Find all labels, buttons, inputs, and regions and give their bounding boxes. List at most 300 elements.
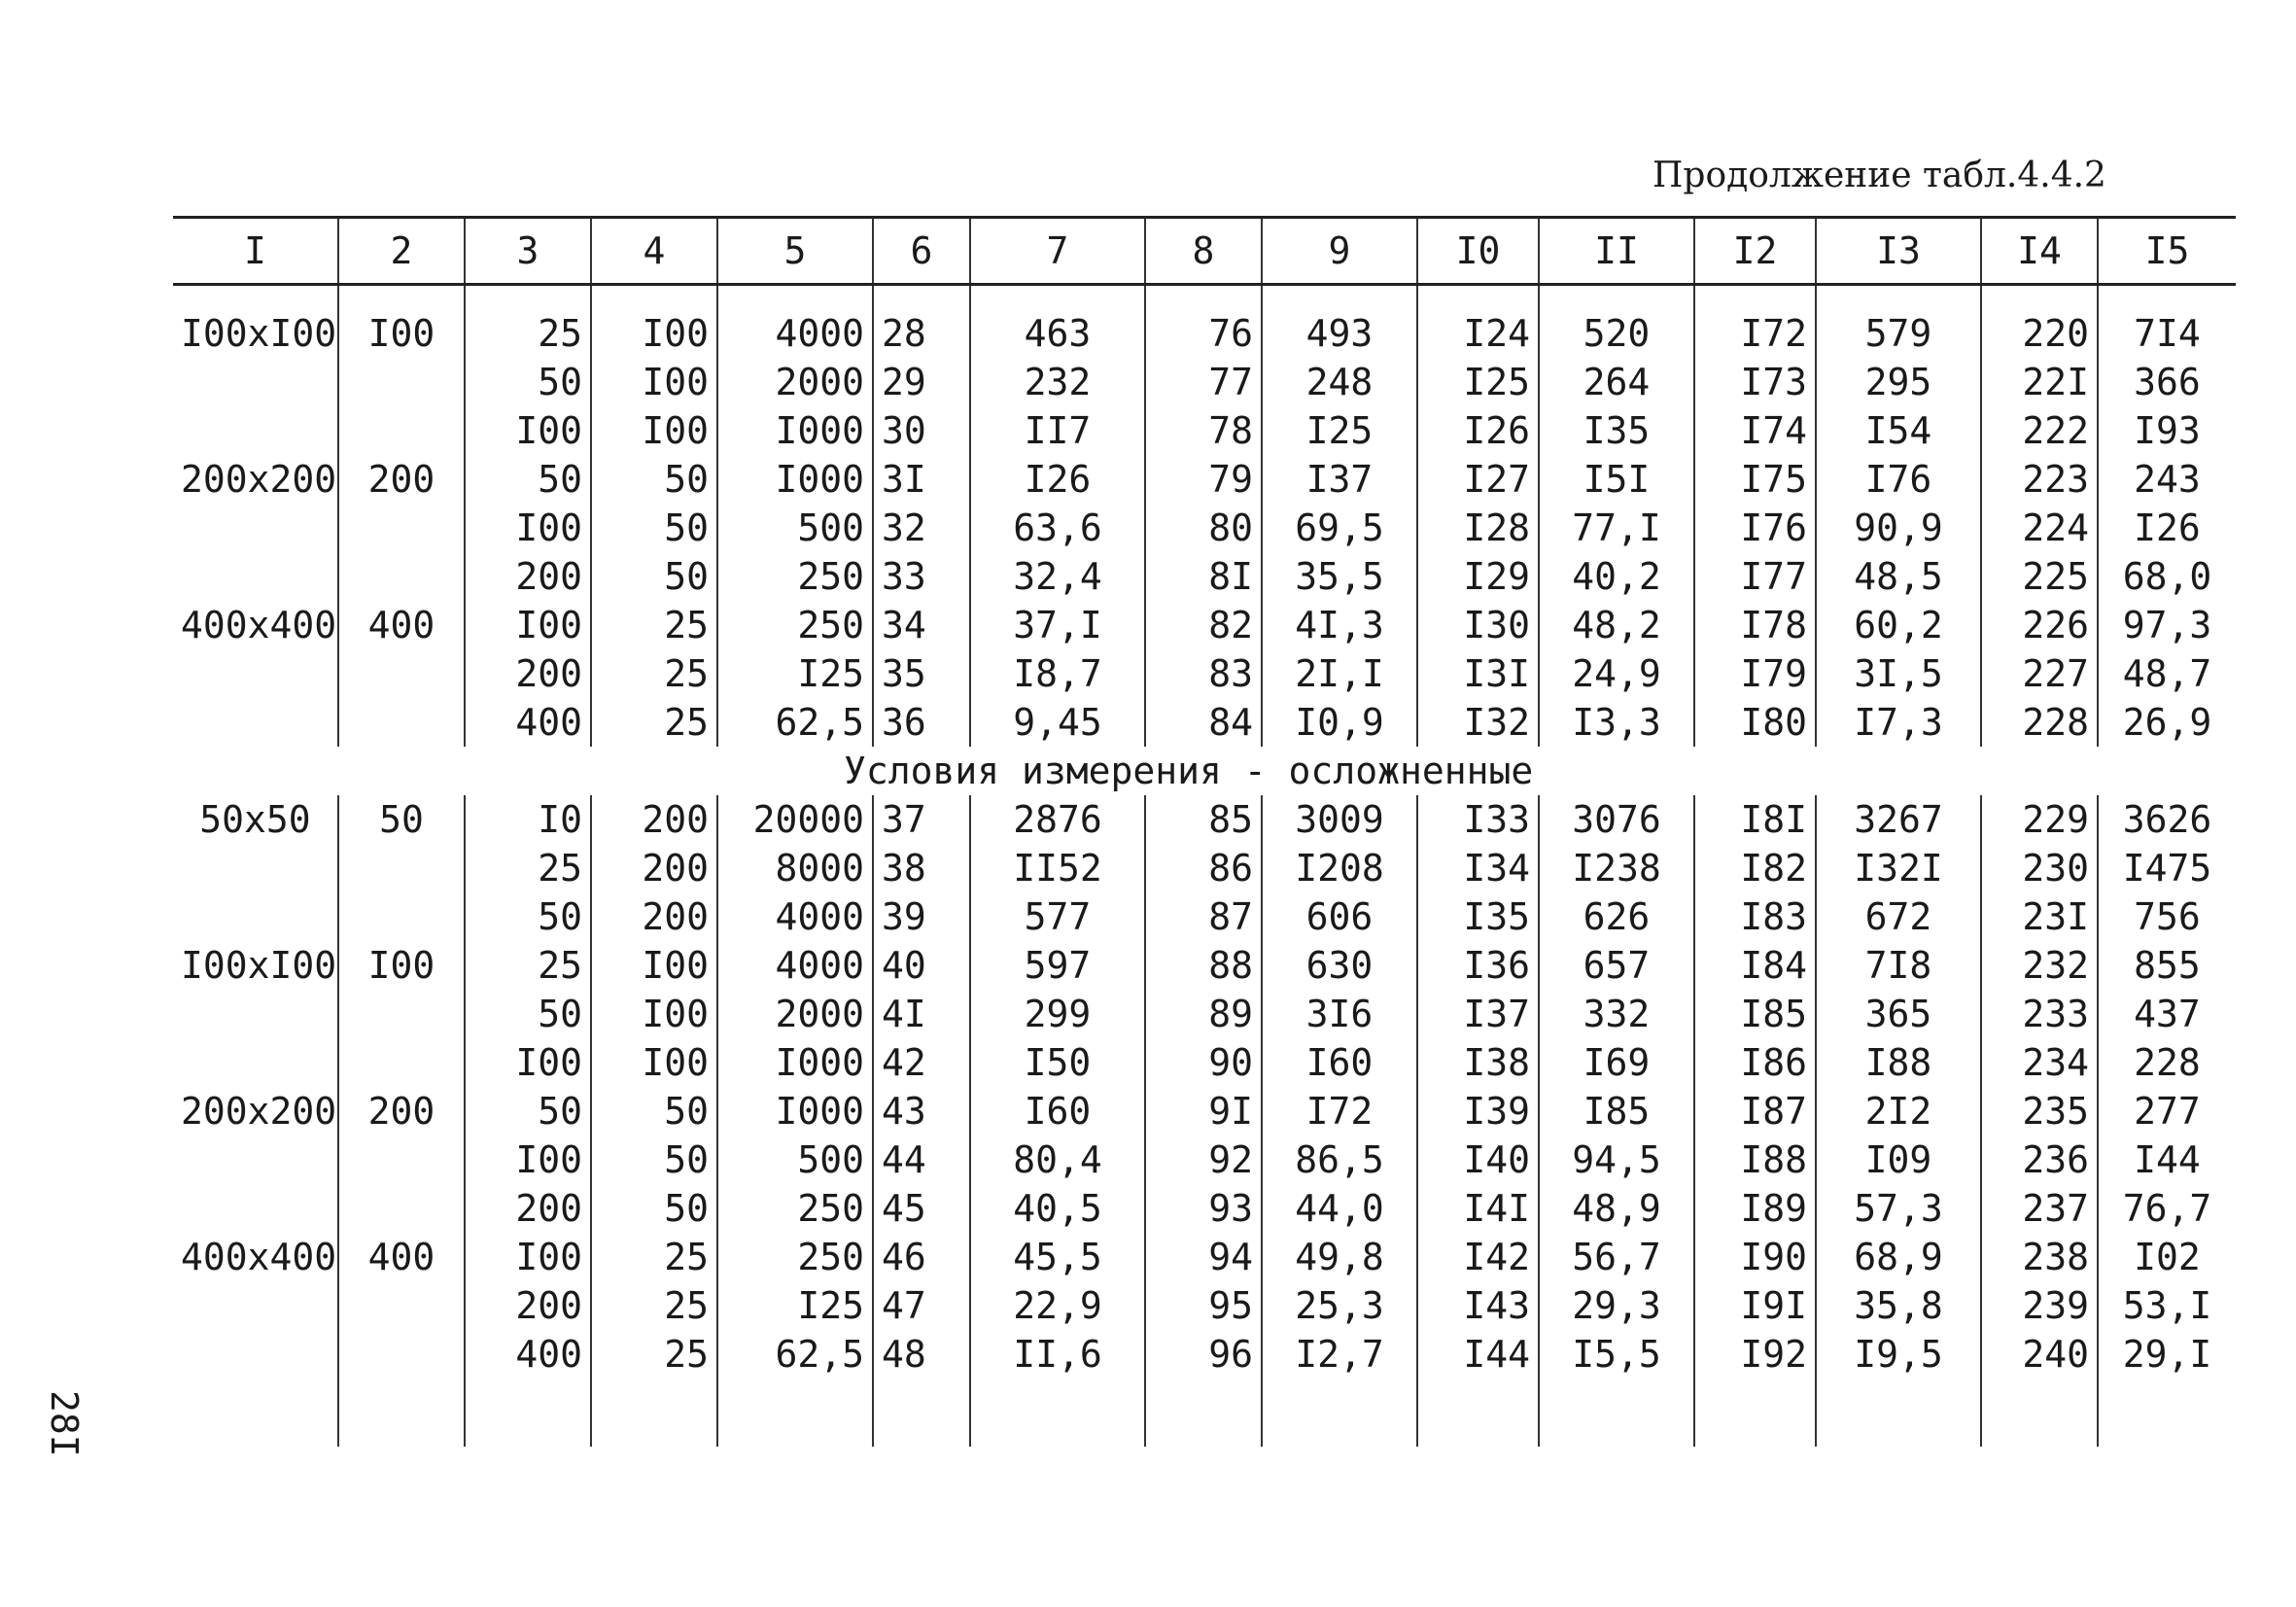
table-cell: 46 xyxy=(873,1233,970,1281)
table-cell: 756 xyxy=(2134,895,2201,938)
table-cell: I00 xyxy=(465,1233,591,1281)
table-cell: I34 xyxy=(1417,844,1539,892)
table-cell: 63,6 xyxy=(970,504,1145,552)
table-cell: 238 xyxy=(1981,1233,2098,1281)
table-cell: 233 xyxy=(1981,990,2098,1038)
table-cell: 606 xyxy=(1262,892,1417,941)
table-cell xyxy=(338,698,465,747)
table-cell: 250 xyxy=(717,601,873,649)
table-cell: I92 xyxy=(1694,1330,1816,1379)
table-cell: I43 xyxy=(1417,1281,1539,1330)
table-cell: I87 xyxy=(1694,1087,1816,1135)
table-cell: 228 xyxy=(1981,698,2098,747)
table-cell: 77 xyxy=(1145,358,1262,406)
section-title: Условия измерения - осложненные xyxy=(844,750,1534,792)
table-cell: I36 xyxy=(1417,941,1539,990)
table-row xyxy=(173,1281,2236,1330)
table-cell: 86,5 xyxy=(1262,1135,1417,1184)
table-cell: I35 xyxy=(1417,892,1539,941)
table-cell: 227 xyxy=(1981,649,2098,698)
table-cell: 47 xyxy=(873,1281,970,1330)
table-cell: 3626 xyxy=(2122,798,2212,841)
table-cell: I88 xyxy=(1694,1135,1816,1184)
table-cell: I0,9 xyxy=(1262,698,1417,747)
table-cell: 577 xyxy=(970,892,1145,941)
table-cell: 60,2 xyxy=(1816,601,1981,649)
table-cell: 579 xyxy=(1816,285,1981,359)
table-cell: 3076 xyxy=(1539,795,1694,844)
table-cell: I42 xyxy=(1417,1233,1539,1281)
table-cell: I29 xyxy=(1417,552,1539,601)
table-cell: I84 xyxy=(1694,941,1816,990)
table-cell: I38 xyxy=(1417,1038,1539,1087)
table-cell: 200 xyxy=(465,649,591,698)
table-row xyxy=(173,990,2236,1038)
table-cell: II,6 xyxy=(970,1330,1145,1379)
table-cell: I50 xyxy=(970,1038,1145,1087)
table-cell xyxy=(173,1281,338,1330)
table-cell: 222 xyxy=(1981,406,2098,455)
column-header: I5 xyxy=(2098,218,2236,285)
table-row xyxy=(173,504,2236,552)
table-cell: 4I xyxy=(873,990,970,1038)
table-cell xyxy=(173,1379,338,1447)
table-cell: 29 xyxy=(873,358,970,406)
table-cell: 69,5 xyxy=(1262,504,1417,552)
table-cell xyxy=(1694,1379,1816,1447)
table-cell: 44 xyxy=(873,1135,970,1184)
table-row xyxy=(173,649,2236,698)
table-cell: 22,9 xyxy=(970,1281,1145,1330)
table-cell: 85 xyxy=(1145,795,1262,844)
table-cell: I90 xyxy=(1694,1233,1816,1281)
table-cell: I39 xyxy=(1417,1087,1539,1135)
table-cell: 83 xyxy=(1145,649,1262,698)
table-cell: I25 xyxy=(717,649,873,698)
table-cell: I88 xyxy=(1816,1038,1981,1087)
table-cell: I09 xyxy=(1816,1135,1981,1184)
table-cell: I26 xyxy=(2134,507,2201,549)
table-cell: 82 xyxy=(1145,601,1262,649)
table-cell: 243 xyxy=(2134,458,2201,501)
table-cell: 2000 xyxy=(717,990,873,1038)
table-cell: 220 xyxy=(1981,285,2098,359)
table-cell: 26,9 xyxy=(2122,701,2212,744)
column-header: 4 xyxy=(591,218,717,285)
table-cell: I00 xyxy=(465,406,591,455)
table-cell: 45 xyxy=(873,1184,970,1233)
table-cell: 226 xyxy=(1981,601,2098,649)
table-cell: 200 xyxy=(338,455,465,504)
table-cell: 86 xyxy=(1145,844,1262,892)
table-cell: 62,5 xyxy=(717,698,873,747)
table-cell: 250 xyxy=(717,552,873,601)
table-cell: 4I,3 xyxy=(1262,601,1417,649)
table-cell: I00 xyxy=(591,358,717,406)
table-cell xyxy=(173,1038,338,1087)
table-cell: 25 xyxy=(465,285,591,359)
table-cell: 77,I xyxy=(1539,504,1694,552)
table-cell: I00xI00 xyxy=(173,941,338,990)
table-cell: 50 xyxy=(591,504,717,552)
table-cell: 36 xyxy=(873,698,970,747)
table-cell: 365 xyxy=(1816,990,1981,1038)
table-cell: 500 xyxy=(717,504,873,552)
table-row xyxy=(173,892,2236,941)
table-row xyxy=(173,1087,2236,1135)
table-cell: 40,2 xyxy=(1539,552,1694,601)
table-row xyxy=(173,1135,2236,1184)
table-cell: I00 xyxy=(465,504,591,552)
table-cell: 48,5 xyxy=(1816,552,1981,601)
table-cell: 38 xyxy=(873,844,970,892)
column-header: I xyxy=(173,218,338,285)
table-cell: 295 xyxy=(1816,358,1981,406)
table-cell xyxy=(173,892,338,941)
table-row xyxy=(173,406,2236,455)
table-cell xyxy=(338,358,465,406)
table-cell xyxy=(338,1038,465,1087)
column-header: 8 xyxy=(1145,218,1262,285)
table-cell: I000 xyxy=(717,455,873,504)
table-cell: 855 xyxy=(2134,944,2201,987)
table-cell: 230 xyxy=(1981,844,2098,892)
table-cell: 400 xyxy=(338,1233,465,1281)
table-cell: II7 xyxy=(970,406,1145,455)
table-cell: 92 xyxy=(1145,1135,1262,1184)
table-cell xyxy=(173,1184,338,1233)
table-cell: I2,7 xyxy=(1262,1330,1417,1379)
table-cell: 76 xyxy=(1145,285,1262,359)
table-cell xyxy=(970,1379,1145,1447)
table-cell: I78 xyxy=(1694,601,1816,649)
table-cell: 53,I xyxy=(2122,1284,2212,1327)
table-cell: 7I8 xyxy=(1816,941,1981,990)
table-cell: 62,5 xyxy=(717,1330,873,1379)
table-cell: I32I xyxy=(1816,844,1981,892)
table-cell: 94,5 xyxy=(1539,1135,1694,1184)
table-cell: I3,3 xyxy=(1539,698,1694,747)
table-row xyxy=(173,1233,2236,1281)
table-cell: 234 xyxy=(1981,1038,2098,1087)
table-cell: I76 xyxy=(1694,504,1816,552)
table-cell xyxy=(338,1281,465,1330)
table-cell: 45,5 xyxy=(970,1233,1145,1281)
table-cell: 50 xyxy=(591,455,717,504)
table-cell: 50 xyxy=(591,1184,717,1233)
table-cell: 400x400 xyxy=(173,601,338,649)
table-cell: 40 xyxy=(873,941,970,990)
table-cell: I25 xyxy=(1262,406,1417,455)
table-cell: 672 xyxy=(1816,892,1981,941)
table-cell: 237 xyxy=(1981,1184,2098,1233)
table-cell: I000 xyxy=(717,1087,873,1135)
table-cell: 35 xyxy=(873,649,970,698)
table-cell xyxy=(173,358,338,406)
table-cell xyxy=(173,698,338,747)
table-cell: 3I,5 xyxy=(1816,649,1981,698)
table-cell: 250 xyxy=(717,1233,873,1281)
table-cell: 3009 xyxy=(1262,795,1417,844)
table-section-divider xyxy=(173,747,2236,795)
table-cell: 40,5 xyxy=(970,1184,1145,1233)
column-header: 7 xyxy=(970,218,1145,285)
table-cell: 2000 xyxy=(717,358,873,406)
table-cell: 96 xyxy=(1145,1330,1262,1379)
table-cell: 9,45 xyxy=(970,698,1145,747)
column-header: 2 xyxy=(338,218,465,285)
table-cell: 25,3 xyxy=(1262,1281,1417,1330)
table-cell: I77 xyxy=(1694,552,1816,601)
table-cell: I40 xyxy=(1417,1135,1539,1184)
table-cell: 25 xyxy=(591,1233,717,1281)
table-row xyxy=(173,698,2236,747)
table-cell: I76 xyxy=(1816,455,1981,504)
table-cell: 248 xyxy=(1262,358,1417,406)
table-cell: I00 xyxy=(465,1038,591,1087)
table-cell: I85 xyxy=(1539,1087,1694,1135)
table-cell xyxy=(1981,1379,2098,1447)
table-cell: I24 xyxy=(1417,285,1539,359)
table-cell: 400 xyxy=(338,601,465,649)
table-cell: 630 xyxy=(1262,941,1417,990)
table-cell: I00 xyxy=(465,1135,591,1184)
table-cell: 597 xyxy=(970,941,1145,990)
table-cell: 79 xyxy=(1145,455,1262,504)
table-row xyxy=(173,358,2236,406)
table-cell: 33 xyxy=(873,552,970,601)
header-row xyxy=(173,218,2236,285)
table-cell: I26 xyxy=(970,455,1145,504)
table-cell: I74 xyxy=(1694,406,1816,455)
page-number: 28I xyxy=(43,1390,86,1457)
table-cell: 48 xyxy=(873,1330,970,1379)
table-cell: I8,7 xyxy=(970,649,1145,698)
table-cell: 25 xyxy=(465,941,591,990)
table-cell xyxy=(338,1184,465,1233)
table-cell xyxy=(173,1135,338,1184)
table-cell: I80 xyxy=(1694,698,1816,747)
table-cell: 200x200 xyxy=(173,455,338,504)
table-cell xyxy=(1816,1379,1981,1447)
table-cell: 400 xyxy=(465,698,591,747)
table-cell: I9I xyxy=(1694,1281,1816,1330)
table-cell: 4000 xyxy=(717,941,873,990)
table-cell: I3I xyxy=(1417,649,1539,698)
table-cell xyxy=(465,1379,591,1447)
table-cell: 657 xyxy=(1539,941,1694,990)
table-cell: I85 xyxy=(1694,990,1816,1038)
table-cell xyxy=(338,1330,465,1379)
table-cell: 68,9 xyxy=(1816,1233,1981,1281)
table-cell: I35 xyxy=(1539,406,1694,455)
table-cell xyxy=(338,844,465,892)
table-cell: 29,3 xyxy=(1539,1281,1694,1330)
table-cell: I89 xyxy=(1694,1184,1816,1233)
table-cell: 90,9 xyxy=(1816,504,1981,552)
table-cell: I238 xyxy=(1539,844,1694,892)
table-cell: 229 xyxy=(1981,795,2098,844)
column-header: 5 xyxy=(717,218,873,285)
table-cell: 200 xyxy=(591,844,717,892)
table-cell xyxy=(173,990,338,1038)
table-row xyxy=(173,941,2236,990)
table-cell: I37 xyxy=(1262,455,1417,504)
table-cell: 50 xyxy=(338,795,465,844)
table-cell: I86 xyxy=(1694,1038,1816,1087)
table-cell: 232 xyxy=(1981,941,2098,990)
table-cell: 3I xyxy=(873,455,970,504)
table-cell: I00 xyxy=(591,1038,717,1087)
table-cell: I83 xyxy=(1694,892,1816,941)
table-cell: 32 xyxy=(873,504,970,552)
table-cell: 50 xyxy=(465,892,591,941)
table-cell xyxy=(591,1379,717,1447)
table-cell: II52 xyxy=(970,844,1145,892)
table-cell: I33 xyxy=(1417,795,1539,844)
table-cell: I27 xyxy=(1417,455,1539,504)
table-cell: I82 xyxy=(1694,844,1816,892)
table-cell xyxy=(338,892,465,941)
table-cell: 25 xyxy=(591,1281,717,1330)
table-cell xyxy=(338,406,465,455)
table-cell: I0 xyxy=(465,795,591,844)
table-cell: 463 xyxy=(970,285,1145,359)
table-cell: 50 xyxy=(591,552,717,601)
table-cell: 94 xyxy=(1145,1233,1262,1281)
table-cell: 78 xyxy=(1145,406,1262,455)
table-cell xyxy=(338,1135,465,1184)
table-cell: 8000 xyxy=(717,844,873,892)
table-row xyxy=(173,795,2236,844)
table-row xyxy=(173,844,2236,892)
table-cell: I000 xyxy=(717,406,873,455)
table-cell xyxy=(338,1379,465,1447)
table-cell: I73 xyxy=(1694,358,1816,406)
table-cell: I7,3 xyxy=(1816,698,1981,747)
table-cell: 90 xyxy=(1145,1038,1262,1087)
column-header: 9 xyxy=(1262,218,1417,285)
table-cell: 626 xyxy=(1539,892,1694,941)
table-cell: 200 xyxy=(465,1281,591,1330)
table-cell xyxy=(173,1330,338,1379)
table-cell: 80 xyxy=(1145,504,1262,552)
table-cell: 50x50 xyxy=(173,795,338,844)
table-cell: 25 xyxy=(591,649,717,698)
table-row xyxy=(173,1330,2236,1379)
table-cell xyxy=(338,504,465,552)
table-block-normal xyxy=(173,285,2236,748)
table-cell: 232 xyxy=(970,358,1145,406)
table-cell xyxy=(173,406,338,455)
column-header: 3 xyxy=(465,218,591,285)
table-cell: 48,7 xyxy=(2122,652,2212,695)
table-cell: I9,5 xyxy=(1816,1330,1981,1379)
table-cell: 2876 xyxy=(970,795,1145,844)
table-cell: 500 xyxy=(717,1135,873,1184)
table-cell: 20000 xyxy=(717,795,873,844)
table-cell: 84 xyxy=(1145,698,1262,747)
table-row xyxy=(173,1184,2236,1233)
table-cell: 4000 xyxy=(717,892,873,941)
table-cell: I37 xyxy=(1417,990,1539,1038)
table-cell: 200x200 xyxy=(173,1087,338,1135)
table-cell: I8I xyxy=(1694,795,1816,844)
table-cell xyxy=(338,990,465,1038)
table-cell: 200 xyxy=(338,1087,465,1135)
table-cell: 48,9 xyxy=(1539,1184,1694,1233)
table-cell: 22I xyxy=(1981,358,2098,406)
table-cell: 224 xyxy=(1981,504,2098,552)
table-cell: I00xI00 xyxy=(173,285,338,359)
table-cell: I25 xyxy=(717,1281,873,1330)
table-cell: 35,8 xyxy=(1816,1281,1981,1330)
column-header: 6 xyxy=(873,218,970,285)
table-cell: I32 xyxy=(1417,698,1539,747)
table-cell: 37 xyxy=(873,795,970,844)
table-cell: 95 xyxy=(1145,1281,1262,1330)
table-cell: 240 xyxy=(1981,1330,2098,1379)
table-cell xyxy=(1262,1379,1417,1447)
table-cell: I93 xyxy=(2134,409,2201,452)
table-row xyxy=(173,1038,2236,1087)
table-cell xyxy=(338,552,465,601)
table-cell: 87 xyxy=(1145,892,1262,941)
table-cell: 264 xyxy=(1539,358,1694,406)
table-cell: I00 xyxy=(591,990,717,1038)
table-cell: 28 xyxy=(873,285,970,359)
column-header: I3 xyxy=(1816,218,1981,285)
table-cell xyxy=(717,1379,873,1447)
table-cell: 25 xyxy=(591,1330,717,1379)
table-cell: 225 xyxy=(1981,552,2098,601)
table-cell: I60 xyxy=(970,1087,1145,1135)
table-row xyxy=(173,455,2236,504)
table-cell: I30 xyxy=(1417,601,1539,649)
table-cell xyxy=(873,1379,970,1447)
table-cell: 32,4 xyxy=(970,552,1145,601)
table-cell: 50 xyxy=(465,358,591,406)
table-cell: 9I xyxy=(1145,1087,1262,1135)
table-cell: I02 xyxy=(2134,1236,2201,1278)
table-cell: 400 xyxy=(465,1330,591,1379)
table-cell: 56,7 xyxy=(1539,1233,1694,1281)
table-cell: 366 xyxy=(2134,361,2201,403)
column-header: II xyxy=(1539,218,1694,285)
table-cell: 24,9 xyxy=(1539,649,1694,698)
table-cell: 50 xyxy=(465,990,591,1038)
table-cell xyxy=(1145,1379,1262,1447)
table-cell: 200 xyxy=(465,552,591,601)
table-cell: 25 xyxy=(591,601,717,649)
table-cell: 97,3 xyxy=(2122,604,2212,646)
table-cell: 25 xyxy=(591,698,717,747)
table-cell: 7I4 xyxy=(2134,312,2201,355)
table-block-complicated xyxy=(173,795,2236,1447)
table-cell: I60 xyxy=(1262,1038,1417,1087)
table-cell: 200 xyxy=(591,892,717,941)
table-cell: 25 xyxy=(465,844,591,892)
table-cell: 2I,I xyxy=(1262,649,1417,698)
table-cell: 29,I xyxy=(2122,1333,2212,1376)
table-cell: 43 xyxy=(873,1087,970,1135)
table-cell: 50 xyxy=(591,1087,717,1135)
table-cell: I72 xyxy=(1262,1087,1417,1135)
table-caption: Продолжение табл.4.4.2 xyxy=(1652,156,2106,195)
table-cell xyxy=(2098,1379,2236,1447)
column-header: I2 xyxy=(1694,218,1816,285)
table-cell: I44 xyxy=(1417,1330,1539,1379)
